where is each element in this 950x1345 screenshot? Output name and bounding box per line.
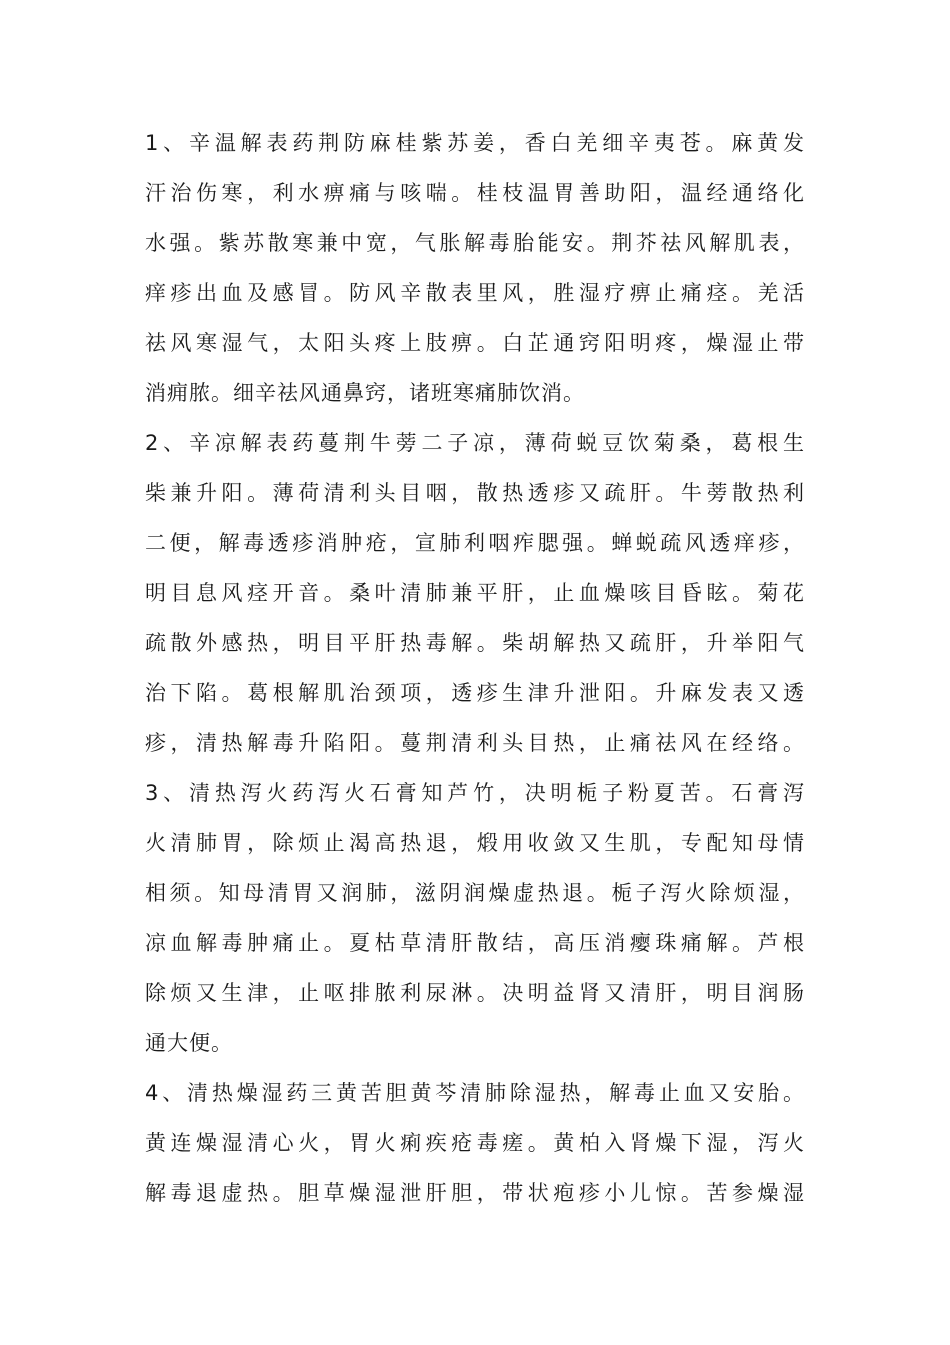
text-line: 3、清热泻火药泻火石膏知芦竹，决明栀子粉夏苦。石膏泻 [145,781,805,805]
text-line: 凉血解毒肿痛止。夏枯草清肝散结，高压消瘿珠痛解。芦根 [145,931,805,955]
text-line: 除烦又生津，止呕排脓利尿淋。决明益肾又清肝，明目润肠 [145,981,805,1005]
text-line: 明目息风痉开音。桑叶清肺兼平肝，止血燥咳目昏眩。菊花 [145,581,805,605]
text-line: 相须。知母清胃又润肺，滋阴润燥虚热退。栀子泻火除烦湿， [145,881,805,905]
text-line: 解毒退虚热。胆草燥湿泄肝胆，带状疱疹小儿惊。苦参燥湿 [145,1181,805,1205]
text-line: 火清肺胃，除烦止渴高热退，煅用收敛又生肌，专配知母情 [145,831,805,855]
text-line: 痒疹出血及感冒。防风辛散表里风，胜湿疗痹止痛痉。羌活 [145,281,805,305]
text-line: 水强。紫苏散寒兼中宽，气胀解毒胎能安。荆芥祛风解肌表， [145,231,805,255]
document-body [145,118,805,1218]
text-line: 通大便。 [145,1031,233,1055]
text-line: 1、辛温解表药荆防麻桂紫苏姜，香白羌细辛夷苍。麻黄发 [145,131,805,155]
text-line: 柴兼升阳。薄荷清利头目咽，散热透疹又疏肝。牛蒡散热利 [145,481,805,505]
text-line: 2、辛凉解表药蔓荆牛蒡二子凉，薄荷蜕豆饮菊桑，葛根生 [145,431,805,455]
text-line: 疹，清热解毒升陷阳。蔓荆清利头目热，止痛祛风在经络。 [145,731,805,755]
text-line: 4、清热燥湿药三黄苦胆黄芩清肺除湿热，解毒止血又安胎。 [145,1081,805,1105]
text-line: 疏散外感热，明目平肝热毒解。柴胡解热又疏肝，升举阳气 [145,631,805,655]
text-line: 消痈脓。细辛祛风通鼻窍，诸班寒痛肺饮消。 [145,381,585,405]
text-line: 二便，解毒透疹消肿疮，宣肺利咽痄腮强。蝉蜕疏风透痒疹， [145,531,805,555]
text-line: 汗治伤寒，利水痹痛与咳喘。桂枝温胃善助阳，温经通络化 [145,181,805,205]
text-line: 祛风寒湿气，太阳头疼上肢痹。白芷通窍阳明疼，燥湿止带 [145,331,805,355]
text-line: 治下陷。葛根解肌治颈项，透疹生津升泄阳。升麻发表又透 [145,681,805,705]
text-line: 黄连燥湿清心火，胃火痢疾疮毒瘥。黄柏入肾燥下湿，泻火 [145,1131,805,1155]
